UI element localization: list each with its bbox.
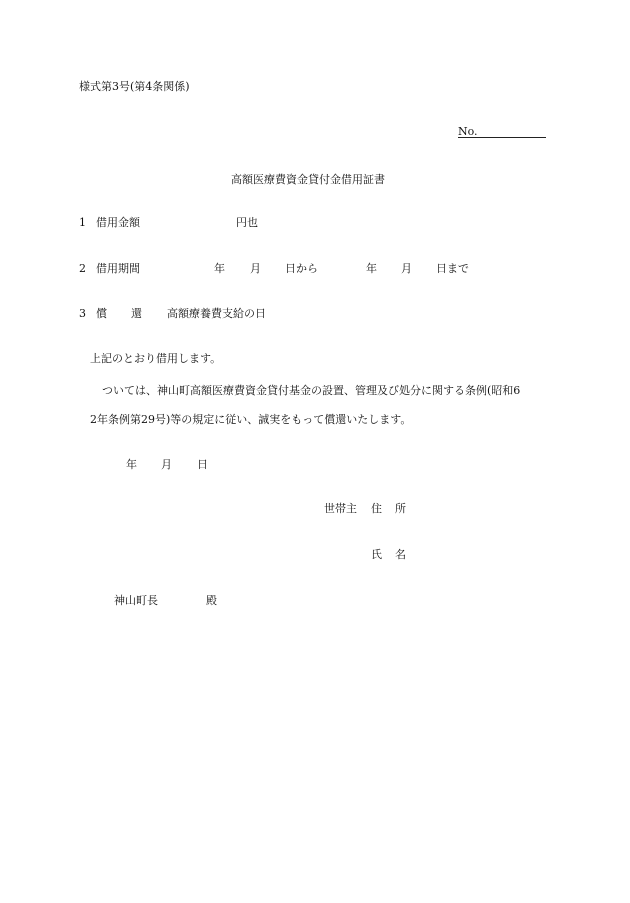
date-month: 月 (161, 458, 172, 471)
document-title: 高額医療費資金貸付金借用証書 (231, 173, 385, 186)
date-day: 日 (197, 458, 208, 471)
date-year: 年 (126, 458, 137, 471)
item-1-number: 1 (79, 216, 86, 229)
body-text-line-1: 上記のとおり借用します。 (90, 352, 222, 365)
period-from-year: 年 (214, 262, 225, 275)
address-label-char-2: 所 (395, 502, 406, 515)
period-to-day: 日まで (436, 262, 469, 275)
name-label-char-1: 氏 (371, 548, 382, 561)
body-text-line-2: ついては、神山町高額医療費資金貸付基金の設置、管理及び処分に関する条例(昭和6 (102, 384, 521, 397)
document-number-field (458, 137, 546, 138)
document-number-label: No. (458, 125, 478, 138)
form-number: 様式第3号(第4条関係) (79, 80, 190, 93)
household-head-label: 世帯主 (324, 502, 357, 515)
period-to-year: 年 (366, 262, 377, 275)
amount-unit: 円也 (236, 216, 258, 229)
addressee-honorific: 殿 (206, 594, 217, 607)
period-from-month: 月 (250, 262, 261, 275)
item-3-label-char-2: 還 (131, 307, 142, 320)
item-2-number: 2 (79, 262, 86, 275)
item-3-number: 3 (79, 307, 86, 320)
body-text-line-3: 2年条例第29号)等の規定に従い、誠実をもって償還いたします。 (90, 413, 412, 426)
address-label-char-1: 住 (371, 502, 382, 515)
item-3-label-char-1: 償 (96, 307, 107, 320)
addressee-name: 神山町長 (114, 594, 158, 607)
period-from-day: 日から (285, 262, 318, 275)
item-1-label: 借用金額 (96, 216, 140, 229)
repayment-date-text: 高額療養費支給の日 (167, 307, 266, 320)
period-to-month: 月 (401, 262, 412, 275)
item-2-label: 借用期間 (96, 262, 140, 275)
name-label-char-2: 名 (395, 548, 406, 561)
